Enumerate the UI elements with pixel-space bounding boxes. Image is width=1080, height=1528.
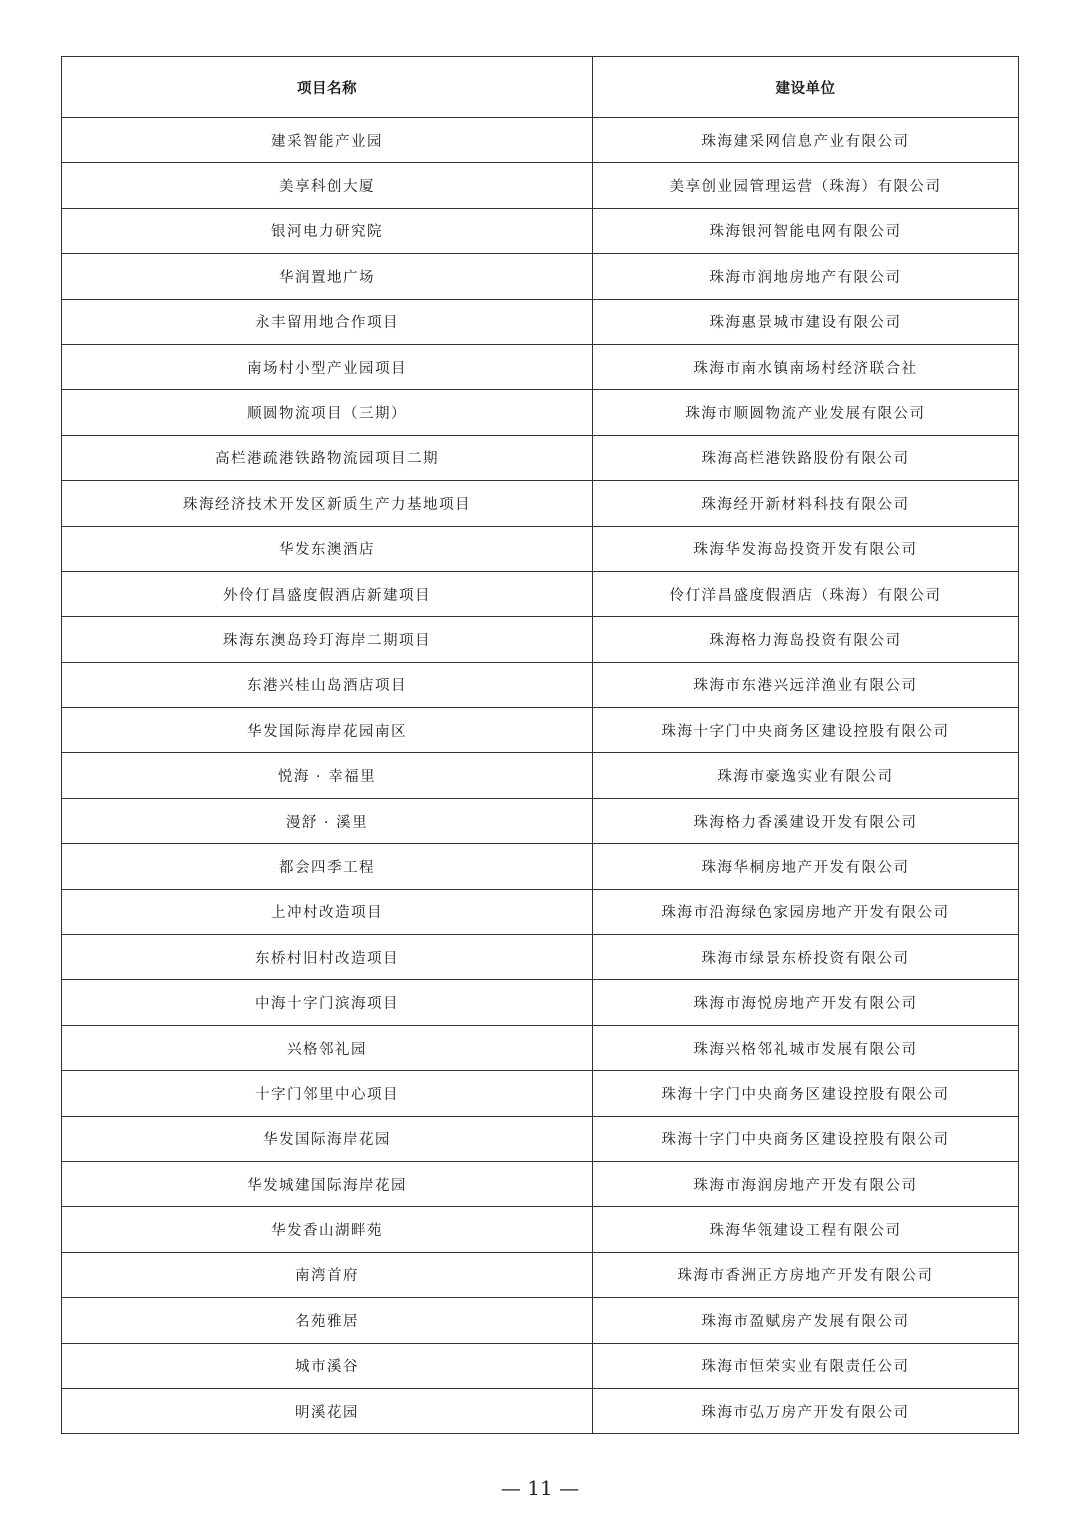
table-row <box>62 526 1019 571</box>
construction-unit-cell: 珠海市恒荣实业有限责任公司 <box>593 1343 1019 1388</box>
project-name-cell: 顺圆物流项目（三期） <box>62 390 593 435</box>
construction-unit-cell: 珠海高栏港铁路股份有限公司 <box>593 435 1019 480</box>
project-name-cell: 名苑雅居 <box>62 1298 593 1343</box>
construction-unit-cell: 珠海市海润房地产开发有限公司 <box>593 1161 1019 1206</box>
construction-unit-cell: 伶仃洋昌盛度假酒店（珠海）有限公司 <box>593 571 1019 616</box>
construction-unit-cell: 珠海市南水镇南场村经济联合社 <box>593 344 1019 389</box>
construction-unit-cell: 珠海经开新材料科技有限公司 <box>593 481 1019 526</box>
project-name-cell: 漫舒 · 溪里 <box>62 798 593 843</box>
construction-unit-cell: 珠海市香洲正方房地产开发有限公司 <box>593 1252 1019 1297</box>
table-row <box>62 1116 1019 1161</box>
construction-unit-cell: 珠海市绿景东桥投资有限公司 <box>593 935 1019 980</box>
project-name-cell: 十字门邻里中心项目 <box>62 1071 593 1116</box>
construction-unit-cell: 珠海建采网信息产业有限公司 <box>593 118 1019 163</box>
project-name-cell: 银河电力研究院 <box>62 208 593 253</box>
project-name-cell: 明溪花园 <box>62 1388 593 1433</box>
construction-unit-cell: 珠海华桐房地产开发有限公司 <box>593 844 1019 889</box>
table-row <box>62 617 1019 662</box>
project-name-cell: 华发国际海岸花园南区 <box>62 708 593 753</box>
table-row <box>62 1343 1019 1388</box>
table-row <box>62 753 1019 798</box>
construction-unit-cell: 珠海市盈赋房产发展有限公司 <box>593 1298 1019 1343</box>
construction-unit-cell: 珠海华瓴建设工程有限公司 <box>593 1207 1019 1252</box>
project-name-cell: 都会四季工程 <box>62 844 593 889</box>
table-row <box>62 481 1019 526</box>
construction-unit-cell: 珠海银河智能电网有限公司 <box>593 208 1019 253</box>
project-name-cell: 南湾首府 <box>62 1252 593 1297</box>
construction-unit-cell: 珠海格力香溪建设开发有限公司 <box>593 798 1019 843</box>
project-table <box>61 56 1019 1434</box>
table-header-row <box>62 57 1019 118</box>
table-row <box>62 798 1019 843</box>
project-name-cell: 上冲村改造项目 <box>62 889 593 934</box>
construction-unit-cell: 珠海市弘万房产开发有限公司 <box>593 1388 1019 1433</box>
table-body <box>62 118 1019 1434</box>
construction-unit-cell: 珠海市海悦房地产开发有限公司 <box>593 980 1019 1025</box>
construction-unit-cell: 珠海十字门中央商务区建设控股有限公司 <box>593 708 1019 753</box>
project-name-cell: 城市溪谷 <box>62 1343 593 1388</box>
table-row <box>62 1071 1019 1116</box>
construction-unit-cell: 珠海十字门中央商务区建设控股有限公司 <box>593 1071 1019 1116</box>
project-name-cell: 外伶仃昌盛度假酒店新建项目 <box>62 571 593 616</box>
table-row <box>62 571 1019 616</box>
project-name-cell: 中海十字门滨海项目 <box>62 980 593 1025</box>
table-row <box>62 208 1019 253</box>
column-header-project-name: 项目名称 <box>62 57 593 118</box>
construction-unit-cell: 珠海华发海岛投资开发有限公司 <box>593 526 1019 571</box>
table-row <box>62 708 1019 753</box>
table-row <box>62 1025 1019 1070</box>
project-name-cell: 建采智能产业园 <box>62 118 593 163</box>
table-row <box>62 254 1019 299</box>
construction-unit-cell: 珠海兴格邻礼城市发展有限公司 <box>593 1025 1019 1070</box>
table-row <box>62 980 1019 1025</box>
project-name-cell: 东桥村旧村改造项目 <box>62 935 593 980</box>
construction-unit-cell: 珠海市顺圆物流产业发展有限公司 <box>593 390 1019 435</box>
table-row <box>62 1252 1019 1297</box>
table-row <box>62 935 1019 980</box>
project-name-cell: 南场村小型产业园项目 <box>62 344 593 389</box>
project-name-cell: 东港兴桂山岛酒店项目 <box>62 662 593 707</box>
table-row <box>62 1298 1019 1343</box>
construction-unit-cell: 珠海市东港兴远洋渔业有限公司 <box>593 662 1019 707</box>
project-name-cell: 华润置地广场 <box>62 254 593 299</box>
table-row <box>62 390 1019 435</box>
project-name-cell: 华发国际海岸花园 <box>62 1116 593 1161</box>
project-name-cell: 华发城建国际海岸花园 <box>62 1161 593 1206</box>
construction-unit-cell: 珠海市豪逸实业有限公司 <box>593 753 1019 798</box>
construction-unit-cell: 珠海市润地房地产有限公司 <box>593 254 1019 299</box>
construction-unit-cell: 珠海十字门中央商务区建设控股有限公司 <box>593 1116 1019 1161</box>
construction-unit-cell: 珠海格力海岛投资有限公司 <box>593 617 1019 662</box>
table-row <box>62 163 1019 208</box>
page-number: — 11 — <box>500 1476 580 1500</box>
table-row <box>62 889 1019 934</box>
table-row <box>62 118 1019 163</box>
project-name-cell: 悦海 · 幸福里 <box>62 753 593 798</box>
table-row <box>62 1388 1019 1433</box>
table-row <box>62 1207 1019 1252</box>
project-name-cell: 珠海经济技术开发区新质生产力基地项目 <box>62 481 593 526</box>
construction-unit-cell: 美享创业园管理运营（珠海）有限公司 <box>593 163 1019 208</box>
project-name-cell: 华发香山湖畔苑 <box>62 1207 593 1252</box>
table-row <box>62 299 1019 344</box>
project-name-cell: 美享科创大厦 <box>62 163 593 208</box>
table-row <box>62 662 1019 707</box>
project-name-cell: 兴格邻礼园 <box>62 1025 593 1070</box>
table-row <box>62 435 1019 480</box>
construction-unit-cell: 珠海市沿海绿色家园房地产开发有限公司 <box>593 889 1019 934</box>
table-row <box>62 344 1019 389</box>
project-name-cell: 华发东澳酒店 <box>62 526 593 571</box>
project-name-cell: 珠海东澳岛玲玎海岸二期项目 <box>62 617 593 662</box>
project-name-cell: 高栏港疏港铁路物流园项目二期 <box>62 435 593 480</box>
table-row <box>62 844 1019 889</box>
column-header-construction-unit: 建设单位 <box>593 57 1019 118</box>
table-row <box>62 1161 1019 1206</box>
construction-unit-cell: 珠海惠景城市建设有限公司 <box>593 299 1019 344</box>
project-name-cell: 永丰留用地合作项目 <box>62 299 593 344</box>
